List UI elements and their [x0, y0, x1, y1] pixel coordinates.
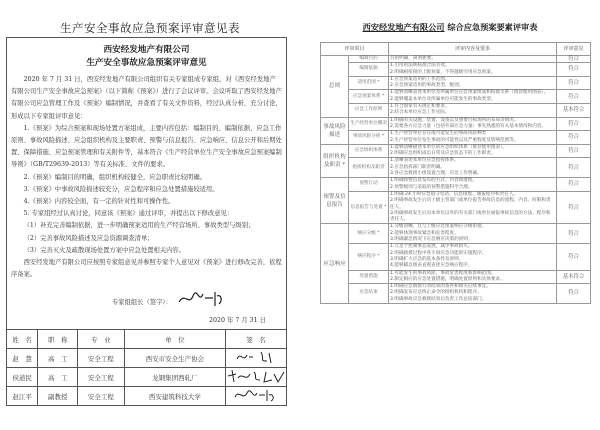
review-result: 符合 [557, 191, 591, 223]
review-requirements [389, 144, 557, 158]
review-requirements [389, 158, 557, 178]
review-category: 事故风险描述 [321, 117, 349, 144]
expert-table-header [7, 330, 287, 349]
review-requirements [389, 284, 557, 304]
requirement-line: 2.应急指挥部门职责明确。 [390, 164, 445, 170]
requirement-line: 3.各应急救援小组设置合理，应急工作明确。 [390, 171, 482, 177]
opinion-paragraph: 2.《预案》编制目的明确，组织机构较健全，应急职责比较明确。 [23, 173, 206, 181]
header-name: 姓 名 [7, 330, 38, 349]
opinion-paragraph: 2020 年 7 月 31 日，西安经发地产有限公司组织有关专家组成专家组，对《西安经发地产有限公司生产安全事故应急预案》（以下简称《预案》）进行了会议评审。会议听取了西安经发地产有限公司应急管理工作及《预案》编制情况，并查看了有关文件资料，经过认真分析，充分讨论，形成以下专家组评审意见： [11, 76, 282, 120]
opinion-heading-title: 生产安全事故应急预案评审意见 [86, 58, 207, 68]
requirement-line: 3.明确紧急情况下应急响应决策的原则。 [390, 237, 473, 243]
requirement-line: 1.明确 24 小时应急值守电话、信息接收、通报程序和责任人。 [390, 191, 519, 197]
expert-table [6, 329, 287, 406]
review-category: 预警及信息报告 [321, 178, 349, 224]
requirement-line: 1.可能发生的事故风险、事故危害程度和影响范围。 [390, 270, 496, 276]
requirement-line: 1.清晰表述本单位应急指挥体系。 [390, 158, 459, 164]
handwritten-signature-icon [231, 387, 281, 403]
review-item-name: 适用范围 * [349, 76, 389, 90]
opinion-paragraph: 1.《预案》为综合预案和现场处置方案组成，主要内容包括：编制目的、编制依据、应急工作原则、事故风险描述、应急组织机构及主要职责、预警与信息报告、应急响应、信息公开和后期处置、保障措施、应急预案管理和有关附件等，基本符合《生产经营单位生产安全事故应急预案编制导则》（GB/T29639-2013）等有关标准、文件的要求。 [11, 124, 282, 169]
review-item-name: 响应分级 * [349, 224, 389, 244]
review-result: 符合 [557, 131, 591, 145]
requirement-line: 3.明确扩大应急的基本条件及原则。 [390, 256, 464, 262]
expert-major: 安全工程 [78, 387, 125, 406]
review-opinion-box [6, 37, 287, 330]
expert-name: 侯道民 [7, 368, 38, 387]
review-result: 符合 [557, 158, 591, 178]
requirement-line: 2.能够覆盖本单位及所属单位可能发生的事故类型。 [390, 96, 496, 102]
opinion-body [7, 70, 286, 281]
review-row [321, 56, 591, 63]
expert-row [7, 387, 287, 406]
review-row [321, 270, 591, 284]
requirement-line: 1.生产经营单位存在或可能发生的事故风险种类 [390, 131, 487, 137]
left-page-title: 生产安全事故应急预案评审意见表 [60, 21, 240, 35]
review-result: 符合 [557, 178, 591, 192]
requirement-line: 2.明确应急组织成员日常及应急状态下的工作职责。 [390, 151, 496, 157]
review-item-name: 预警行动 [349, 178, 389, 192]
review-requirements [389, 63, 557, 77]
opinion-paragraph: 西安经发地产有限公司应按照专家组意见并参照专家个人意见对《预案》进行修改完善，依程序备案。 [11, 259, 282, 279]
requirement-line: 1.符合国家有关规定和要求。 [390, 104, 450, 110]
review-item-name: 编制依据 [349, 63, 389, 77]
title-company: 西安经发地产有限公司 [362, 22, 445, 32]
element-review-table [320, 42, 591, 304]
expert-signature [225, 368, 286, 387]
review-item-name: 生产经营单位概况 [349, 117, 389, 131]
review-requirements [389, 224, 557, 244]
expert-unit: 龙钢集团西轧厂 [124, 368, 225, 387]
requirement-line: 2.明确相衔接的上级预案，不得越级引用应急预案。 [390, 69, 496, 75]
requirement-line: 3.明确事故发生后向本单位以外的有关部门或单位通报事故信息的方法、程序和责任人。 [390, 210, 551, 223]
review-item-name: 应急组织体系 [349, 144, 389, 158]
expert-title: 副教授 [38, 387, 78, 406]
review-result: 符合 [557, 244, 591, 270]
review-requirements [389, 191, 557, 223]
review-row [321, 178, 591, 192]
requirement-line: 2.预警级别与采取的预警措施科学合理。 [390, 184, 473, 190]
review-row [321, 76, 591, 90]
review-item-name: 信息报告与处置 * [349, 191, 389, 223]
review-row [321, 117, 591, 131]
review-row [321, 158, 591, 178]
review-table-header [321, 43, 591, 56]
requirement-line: 1.明确有关设施、装置、设备以及重要目标场所的布局等情况。 [390, 117, 519, 123]
review-result: 基本符合 [557, 270, 591, 284]
review-result: 符合 [557, 284, 591, 304]
expert-unit: 西安市安全生产协会 [124, 349, 225, 368]
review-item-name: 响应程序 * [349, 244, 389, 270]
review-row [321, 144, 591, 158]
review-requirements [389, 90, 557, 104]
review-requirements [389, 178, 557, 192]
review-item-name: 应急预案体系 * [349, 90, 389, 104]
review-row [321, 131, 591, 145]
expert-unit: 西安建筑科技大学 [124, 387, 225, 406]
review-item-name: 事故风险分析 * [349, 131, 389, 145]
opinion-paragraph: 3.《预案》中事故风险描述较充分，应急程序和应急处置措施较适用。 [23, 185, 219, 193]
requirement-line: 1.能够清晰描述本单位的应急组织体系（推荐使用图表）。 [390, 144, 507, 150]
expert-row [7, 349, 287, 368]
requirement-line: 3.明确事故应急救援结束后负责工作总结部门。 [390, 296, 487, 302]
header-major: 专 业 [78, 330, 125, 349]
review-result: 符合 [557, 76, 591, 90]
expert-signature [225, 349, 286, 368]
opinion-paragraph: 4.《预案》内容较全面，有一定的针对性和可操作性。 [23, 198, 175, 206]
review-result: 基本符合 [557, 104, 591, 118]
review-row [321, 90, 591, 104]
right-page-title [300, 22, 600, 33]
review-requirements [389, 270, 557, 284]
opinion-paragraph: （1）补充完善编制依据，进一步明确预案适用的生产经营场所、事故类型与级别； [23, 222, 255, 230]
header-title: 职 称 [38, 330, 78, 349]
review-result: 符合 [557, 90, 591, 104]
requirement-line: 2.明确事故发生后向上级主管部门或单位报告事故信息的流程、内容、时限和责任人。 [390, 198, 551, 210]
header-signature: 签 名 [225, 330, 286, 349]
requirement-line: 1.能够清晰表述本单位及所属单位应急预案组成和衔接关系（推荐使用图表）。 [390, 90, 549, 96]
review-result: 符合 [557, 224, 591, 244]
review-row [321, 224, 591, 244]
requirement-line: 1.分级清晰，且与上级应急预案响应分级衔接。 [390, 224, 487, 230]
requirement-line: 2.结合本单位应急工作实际。 [390, 110, 450, 116]
opinion-paragraph: （2）完善事故风险描述及应急资源调查清单； [23, 234, 154, 242]
requirement-line: 2.能够体现事故紧急和危害程度。 [390, 230, 459, 236]
title-rest: 综合应急预案要素评审表 [444, 22, 538, 32]
review-requirements [389, 56, 557, 63]
review-item-name: 指挥机构及职责 [349, 158, 389, 178]
review-result: 符合 [557, 63, 591, 77]
signature-date: 2020 年 7 月 31 日 [209, 317, 266, 324]
requirement-line: 1.立足于控制事态发展，减少事故损失。 [390, 244, 473, 250]
review-category: 总则 [321, 56, 349, 118]
expert-signature [225, 387, 286, 406]
opinion-paragraph: 5. 专家组经过认真讨论，同意该《预案》通过评审，并提出以下修改意见： [23, 210, 234, 218]
requirement-line: 2.明确发布应急终止命令的组织机构和程序。 [390, 290, 482, 296]
requirement-line: 目的明确，简明扼要。 [390, 56, 436, 61]
review-item-name: 编制目的 [349, 56, 389, 63]
review-requirements [389, 244, 557, 270]
requirement-line: 2.明确救援过程中各专项应急功能的实施程序。 [390, 250, 487, 256]
expert-row [7, 368, 287, 387]
review-result: 符合 [557, 56, 591, 63]
opinion-heading-company: 西安经发地产有限公司 [103, 45, 190, 55]
expert-title: 高 工 [38, 349, 78, 368]
review-item-name: 应急结束 [349, 284, 389, 304]
header-review-item: 评审项目 [321, 43, 389, 56]
requirement-line: 1.明确应急救援行动结束的条件和相关后续事宜。 [390, 284, 491, 290]
expert-title: 高 工 [38, 368, 78, 387]
expert-major: 安全工程 [78, 368, 125, 387]
review-requirements [389, 104, 557, 118]
review-row [321, 63, 591, 77]
review-item-name: 应急工作原则 [349, 104, 389, 118]
requirement-line: 1.明确预警信息发布的方式、内容和流程。 [390, 178, 478, 184]
expert-major: 安全工程 [78, 349, 125, 368]
header-unit: 单 位 [124, 330, 225, 349]
expert-name: 赵江平 [7, 387, 38, 406]
requirement-line: 4.能够辅以图表直观表述应急响应程序。 [390, 263, 473, 269]
signature-label: 专家组组长（签字）： [112, 299, 172, 306]
handwritten-signature-icon [231, 349, 281, 365]
review-result: 符合 [557, 117, 591, 131]
expert-name: 赵 慧 [7, 349, 38, 368]
requirement-line: 1.引用的法规标准合法有效。 [390, 63, 450, 69]
review-item-name: 处置措施 [349, 270, 389, 284]
requirement-line: 1.应急预案适用的工作范围。 [390, 76, 450, 82]
review-result: 符合 [557, 144, 591, 158]
review-category: 组织机构及职责 * [321, 144, 349, 177]
review-row [321, 191, 591, 223]
review-category: 应急响应 [321, 224, 349, 304]
requirement-line: 2.应急预案适用的事故类型、级别。 [390, 83, 464, 89]
review-row [321, 284, 591, 304]
requirement-line: 2.生产经营单位发生事故的可能性以及严重程度及影响范围等。 [390, 137, 519, 143]
header-review-content: 评审内容及要求 [389, 43, 557, 56]
leader-signature-icon [177, 288, 225, 310]
review-row [321, 104, 591, 118]
review-requirements [389, 76, 557, 90]
requirement-line: 2.需要各方应急力量（包括外部应急力量）事先熟悉的有关基本情况和内容。 [390, 123, 546, 129]
review-requirements [389, 131, 557, 145]
review-row [321, 244, 591, 270]
opinion-paragraph: （3）完善灭火及疏散现场处置方案中应急处置相关内容。 [23, 246, 186, 254]
review-requirements [389, 117, 557, 131]
handwritten-signature-icon [226, 368, 286, 384]
header-review-opinion: 评审意见 [557, 43, 591, 56]
requirement-line: 2.制定相应的应急处置措施，明确处置原则和具体要求。 [390, 276, 505, 282]
